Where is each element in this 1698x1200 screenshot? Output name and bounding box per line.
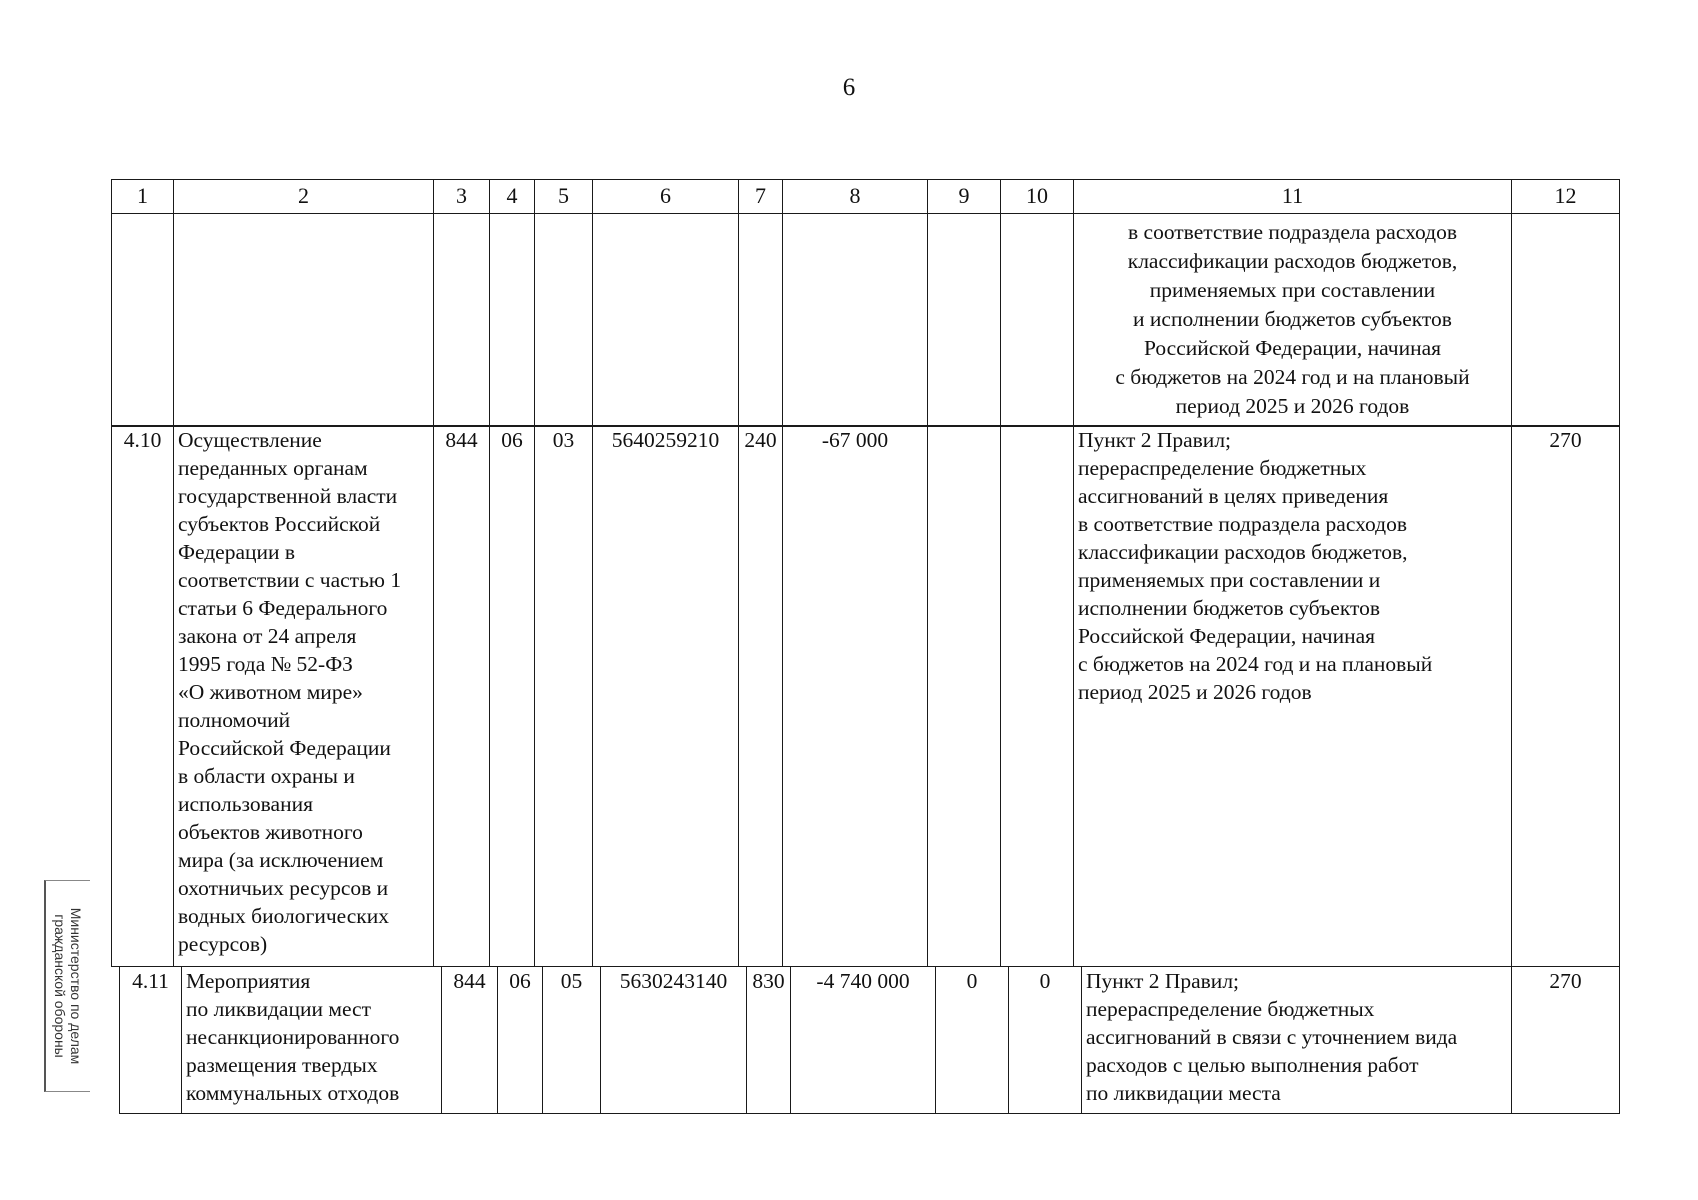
- table-row-4-10: [111, 425, 1620, 967]
- cell-section: 06: [490, 426, 535, 967]
- continuation-justification: в соответствие подраздела расходов классификации расходов бюджетов, применяемых при составлении и исполнении бюджетов субъектов Российской Федерации, начиная с бюджетов на 2024 год и на плановый период 2025 и 2026 годов: [1074, 214, 1512, 427]
- col-header: 9: [928, 180, 1001, 214]
- cell-amount: -4 740 000: [791, 967, 936, 1114]
- cell-amount: -67 000: [783, 426, 928, 967]
- col-header: 3: [434, 180, 490, 214]
- column-number-row: [112, 180, 1620, 214]
- cell-expense-type: 830: [747, 967, 791, 1114]
- cell-target-article: 5640259210: [593, 426, 739, 967]
- table-row: [112, 426, 1620, 967]
- col-header: 1: [112, 180, 174, 214]
- row-number: 4.11: [120, 967, 182, 1114]
- col-header: 10: [1001, 180, 1074, 214]
- col-header: 11: [1074, 180, 1512, 214]
- cell-expense-type: 240: [739, 426, 783, 967]
- continuation-row: [112, 214, 1620, 427]
- page-number: 6: [842, 74, 856, 101]
- cell-ministry-code: 844: [434, 426, 490, 967]
- col-header: 2: [174, 180, 434, 214]
- stamp-text: Министерство по делам гражданской обороны: [52, 907, 84, 1065]
- cell-col9: [928, 426, 1001, 967]
- cell-col9: 0: [936, 967, 1009, 1114]
- cell-subsection: 03: [535, 426, 593, 967]
- col-header: 8: [783, 180, 928, 214]
- cell-subsection: 05: [543, 967, 601, 1114]
- col-header: 6: [593, 180, 739, 214]
- cell-col12: 270: [1512, 967, 1620, 1114]
- cell-col10: [1001, 426, 1074, 967]
- cell-col10: 0: [1009, 967, 1082, 1114]
- row-number: 4.10: [112, 426, 174, 967]
- table-row-4-11: [119, 966, 1620, 1114]
- cell-section: 06: [498, 967, 543, 1114]
- cell-justification: Пункт 2 Правил; перераспределение бюджетных ассигнований в целях приведения в соответствие подраздела расходов классификации расходов бюджетов, применяемых при составлении и исполнении бюджетов субъектов Российской Федерации, начиная с бюджетов на 2024 год и на плановый период 2025 и 2026 годов: [1074, 426, 1512, 967]
- row-name: Осуществление переданных органам государственной власти субъектов Российской Федерации в соответствии с частью 1 статьи 6 Федерального закона от 24 апреля 1995 года № 52-ФЗ «О животном мире» полномочий Российской Федерации в области охраны и использования объектов животного мира (за исключением охотничьих ресурсов и водных биологических ресурсов): [174, 426, 434, 967]
- cell-justification: Пункт 2 Правил; перераспределение бюджетных ассигнований в связи с уточнением вида расходов с целью выполнения работ по ликвидации места: [1082, 967, 1512, 1114]
- cell-ministry-code: 844: [442, 967, 498, 1114]
- table-header-block: [111, 179, 1620, 427]
- cell-target-article: 5630243140: [601, 967, 747, 1114]
- row-name: Мероприятия по ликвидации мест несанкционированного размещения твердых коммунальных отходов: [182, 967, 442, 1114]
- col-header: 12: [1512, 180, 1620, 214]
- table-row: [120, 967, 1620, 1114]
- col-header: 5: [535, 180, 593, 214]
- registration-stamp: [44, 880, 90, 1092]
- col-header: 4: [490, 180, 535, 214]
- col-header: 7: [739, 180, 783, 214]
- cell-col12: 270: [1512, 426, 1620, 967]
